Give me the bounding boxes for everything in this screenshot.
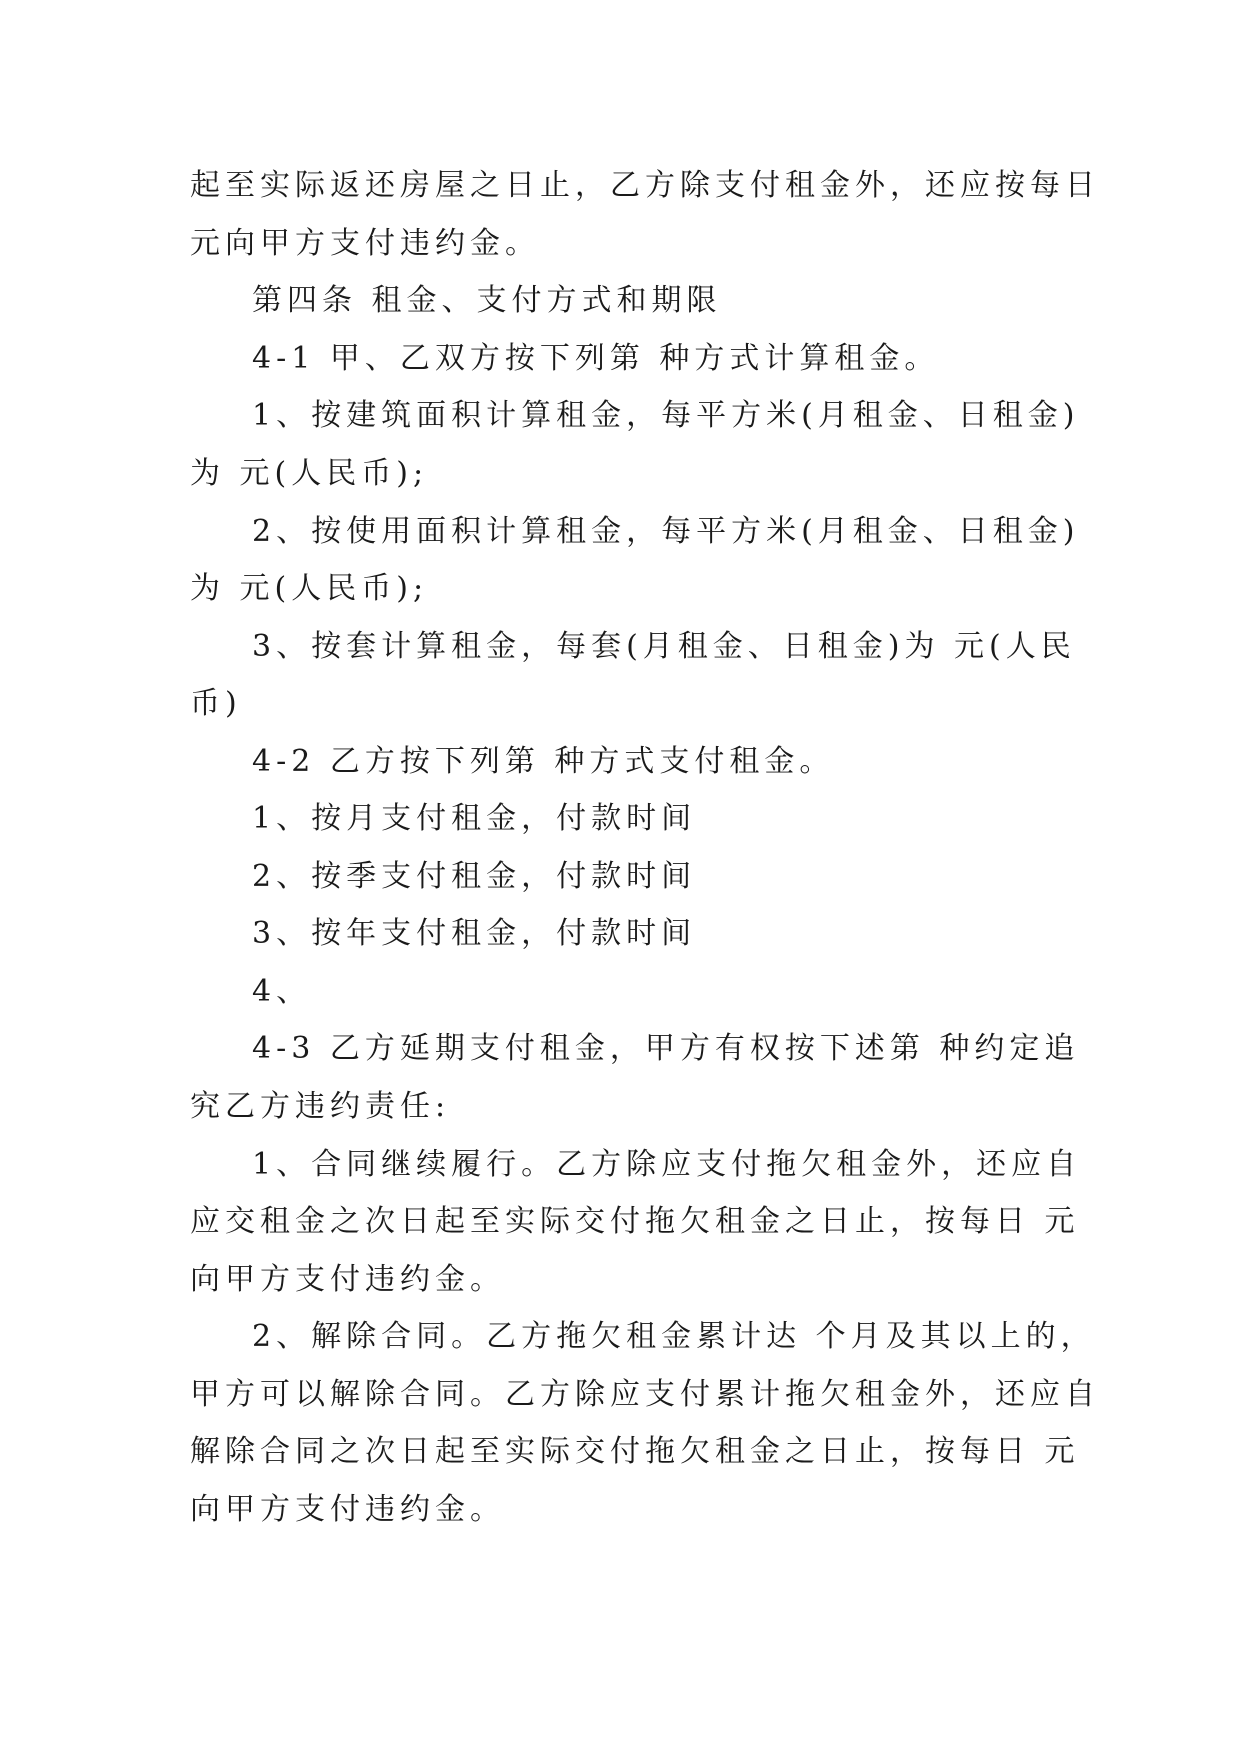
list-item: 2、按季支付租金，付款时间: [252, 859, 697, 894]
article-heading: 第四条 租金、支付方式和期限: [252, 283, 722, 318]
body-text-line: 甲方可以解除合同。乙方除应支付累计拖欠租金外，还应自: [190, 1377, 1100, 1412]
body-text-line: 元向甲方支付违约金。: [190, 226, 540, 261]
clause-heading: 4-2 乙方按下列第 种方式支付租金。: [252, 744, 835, 779]
body-text-line: 应交租金之次日起至实际交付拖欠租金之日止，按每日 元: [190, 1204, 1080, 1239]
body-text-line: 解除合同之次日起至实际交付拖欠租金之日止，按每日 元: [190, 1434, 1080, 1469]
list-item: 3、按套计算租金，每套(月租金、日租金)为 元(人民: [252, 629, 1076, 664]
body-text-line: 向甲方支付违约金。: [190, 1262, 505, 1297]
list-item: 3、按年支付租金，付款时间: [252, 916, 697, 951]
body-text-line: 为 元(人民币);: [190, 456, 429, 491]
body-text-line: 起至实际返还房屋之日止，乙方除支付租金外，还应按每日: [190, 168, 1100, 203]
list-item: 4、: [252, 974, 312, 1009]
clause-heading: 4-3 乙方延期支付租金，甲方有权按下述第 种约定追: [252, 1031, 1080, 1066]
body-text-line: 向甲方支付违约金。: [190, 1492, 505, 1527]
body-text-line: 究乙方违约责任:: [190, 1089, 451, 1124]
body-text-line: 为 元(人民币);: [190, 571, 429, 606]
clause-heading: 4-1 甲、乙双方按下列第 种方式计算租金。: [252, 341, 940, 376]
list-item: 1、合同继续履行。乙方除应支付拖欠租金外，还应自: [252, 1147, 1082, 1182]
list-item: 2、按使用面积计算租金，每平方米(月租金、日租金): [252, 514, 1080, 549]
list-item: 1、按建筑面积计算租金，每平方米(月租金、日租金): [252, 398, 1080, 433]
body-text-line: 币): [190, 686, 242, 721]
list-item: 1、按月支付租金，付款时间: [252, 801, 697, 836]
list-item: 2、解除合同。乙方拖欠租金累计达 个月及其以上的，: [252, 1319, 1096, 1354]
